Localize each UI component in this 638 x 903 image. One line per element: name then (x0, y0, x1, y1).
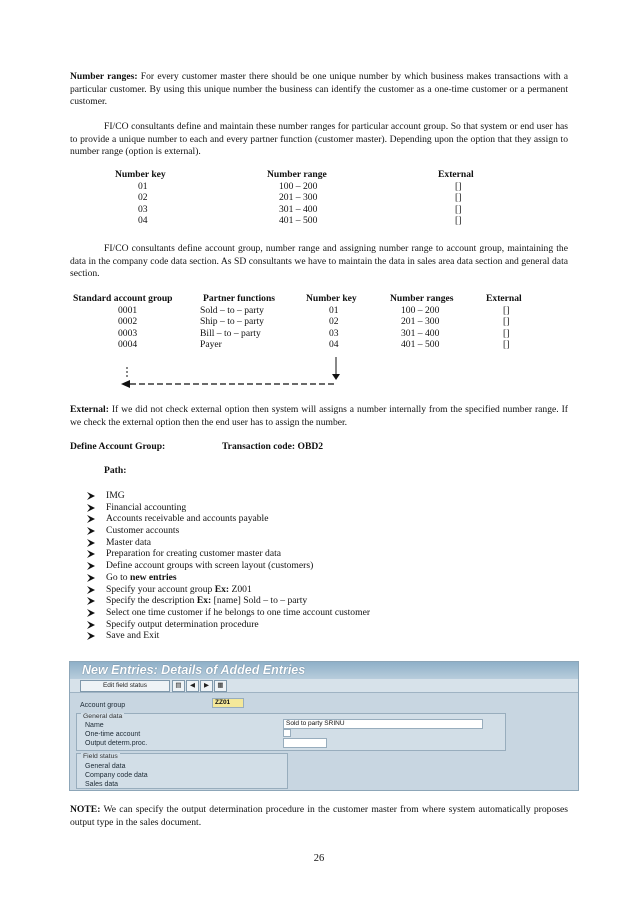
list-item-text: Go to (106, 571, 130, 583)
list-item (86, 502, 370, 514)
arrow-bullet-icon (86, 537, 98, 548)
arrow-bullet-icon (86, 560, 98, 571)
list-item (86, 595, 370, 607)
arrow-bullet-icon (86, 525, 98, 536)
list-item-text: Preparation for creating customer master data (106, 548, 282, 560)
list-item-bold-text: Ex: (214, 583, 230, 595)
general-data-box (76, 713, 506, 751)
cell-group: 0002 (118, 316, 138, 327)
list-item-text: Define account groups with screen layout (customers) (106, 560, 314, 572)
down-arrow-head (332, 374, 340, 380)
cell-group: 0003 (118, 327, 138, 339)
external-heading: External: (70, 404, 109, 415)
list-item (86, 607, 370, 619)
cell-range: 100 – 200 (279, 180, 318, 192)
header-external: External (438, 169, 474, 180)
list-item (86, 537, 370, 549)
field-status-sales-data[interactable]: Sales data (85, 781, 119, 788)
cell-range: 301 – 400 (401, 327, 440, 339)
account-group-label: Account group (80, 702, 126, 709)
transaction-code: Transaction code: OBD2 (222, 441, 324, 452)
cell-external: [] (503, 327, 510, 339)
tcode-line (222, 441, 323, 454)
list-item (86, 572, 370, 584)
arrow-bullet-icon (86, 607, 98, 618)
number-ranges-heading: Number ranges: (70, 71, 138, 82)
table-row (70, 215, 568, 227)
field-status-general-data[interactable]: General data (85, 763, 126, 770)
arrow-bullet-icon (86, 490, 98, 501)
table-header (70, 293, 568, 305)
cell-partner: Sold – to – party (200, 304, 264, 316)
header-standard-account-group: Standard account group (73, 293, 173, 304)
cell-key: 01 (329, 304, 339, 316)
table-icon[interactable]: ▤ (172, 680, 185, 692)
arrow-bullet-icon (86, 548, 98, 559)
list-item-text: Save and Exit (106, 630, 160, 642)
arrow-bullet-icon (86, 619, 98, 630)
general-data-title: General data (83, 713, 123, 720)
cell-partner: Payer (200, 339, 222, 350)
path-line (104, 465, 126, 478)
field-status-box (76, 753, 288, 789)
number-ranges-text: For every customer master there should be one unique number by which business makes transactions with a particular customer. By using this unique number the business can identify the customer as a one-time customer or a permanent customer. (70, 71, 568, 107)
cell-group: 0001 (118, 304, 138, 316)
list-item (86, 619, 370, 631)
cell-external: [] (455, 180, 462, 192)
list-item (86, 560, 370, 572)
list-item-text: IMG (106, 490, 125, 501)
table-row (70, 305, 568, 317)
external-text: If we did not check external option then system will assigns a number internally from the specified number range. If we check the external option then the end user has to assign the number. (70, 404, 568, 428)
sap-window-title: New Entries: Details of Added Entries (70, 662, 578, 679)
table-row (70, 339, 568, 351)
cell-external: [] (455, 215, 462, 226)
cell-external: [] (503, 339, 510, 350)
list-item-text: Accounts receivable and accounts payable (106, 513, 269, 525)
list-item-suffix: [name] Sold – to – party (211, 595, 308, 607)
note-heading: NOTE: (70, 804, 101, 815)
path-list (86, 490, 370, 642)
next-icon[interactable]: ▶ (200, 680, 213, 692)
table-row (70, 204, 568, 216)
cell-key: 02 (329, 316, 339, 327)
cell-external: [] (503, 316, 510, 327)
account-group-paragraph: FI/CO consultants define account group, number range and assigning number range to account group, maintaining the data in the company code data section. As SD consultants we have to maintain the data in sales area data section and general data section. (70, 243, 568, 279)
arrow-bullet-icon (86, 630, 98, 641)
list-item-suffix: Z001 (229, 583, 252, 595)
define-account-group-label: Define Account Group: (70, 441, 166, 452)
list-item-text: Financial accounting (106, 501, 187, 513)
arrow-bullet-icon (86, 513, 98, 524)
sap-screenshot (69, 661, 579, 791)
cell-partner: Ship – to – party (200, 316, 264, 327)
list-item (86, 490, 370, 502)
arrow-bullet-icon (86, 584, 98, 595)
field-status-title: Field status (83, 753, 118, 760)
list-item (86, 513, 370, 525)
previous-icon[interactable]: ◀ (186, 680, 199, 692)
header-number-ranges: Number ranges (390, 293, 454, 304)
cell-range: 201 – 300 (279, 192, 318, 203)
arrow-bullet-icon (86, 572, 98, 583)
output-determ-field[interactable] (283, 738, 327, 748)
sap-toolbar (70, 679, 578, 693)
list-item-text: Customer accounts (106, 525, 180, 537)
cell-key: 03 (329, 327, 339, 339)
table-row (70, 192, 568, 204)
number-range-table (70, 169, 568, 227)
fico-paragraph: FI/CO consultants define and maintain these number ranges for particular account group. So that system or end user has to provide a unique number to each and every partner function (customer master). Depending upon the option that they assign to number range (option is external). (70, 121, 568, 157)
define-account-group-line (70, 441, 165, 454)
list-item (86, 548, 370, 560)
page-number: 26 (313, 853, 325, 864)
one-time-account-label: One-time account (85, 731, 141, 738)
name-field[interactable]: Sold to party SRINU (283, 719, 483, 729)
assignment-arrow-diagram (118, 355, 348, 389)
cell-key: 04 (138, 215, 148, 226)
list-item (86, 630, 370, 642)
cell-range: 100 – 200 (401, 304, 440, 316)
note-paragraph (70, 804, 568, 829)
grid-icon[interactable]: ▦ (214, 680, 227, 692)
list-item-text: Master data (106, 536, 152, 548)
list-item-bold-text: Ex: (196, 595, 212, 607)
left-arrow-head (121, 380, 130, 388)
header-number-key: Number key (115, 169, 166, 180)
table-row (70, 328, 568, 340)
one-time-account-checkbox[interactable] (283, 729, 291, 737)
cell-key: 02 (138, 192, 148, 203)
cell-external: [] (455, 203, 462, 215)
cell-partner: Bill – to – party (200, 327, 261, 339)
field-status-company-code-data[interactable]: Company code data (85, 772, 148, 779)
number-ranges-paragraph (70, 71, 568, 109)
header-partner-functions: Partner functions (203, 293, 276, 304)
name-label: Name (85, 722, 104, 729)
cell-external: [] (503, 304, 510, 316)
list-item (86, 584, 370, 596)
list-item-bold-text: new entries (129, 571, 177, 583)
list-item (86, 525, 370, 537)
cell-range: 401 – 500 (401, 339, 440, 350)
path-label: Path: (104, 465, 127, 476)
account-group-table (70, 293, 568, 351)
cell-range: 201 – 300 (401, 316, 440, 327)
header-number-range: Number range (267, 169, 327, 180)
list-item-text: Select one time customer if he belongs to one time account customer (106, 606, 371, 618)
external-paragraph (70, 404, 568, 429)
header-number-key: Number key (306, 293, 357, 304)
cell-key: 04 (329, 339, 339, 350)
cell-group: 0004 (118, 339, 138, 350)
cell-external: [] (455, 192, 462, 203)
arrow-bullet-icon (86, 595, 98, 606)
cell-key: 03 (138, 203, 148, 215)
account-group-field[interactable]: ZZ01 (212, 698, 244, 708)
list-item-text: Specify output determination procedure (106, 618, 259, 630)
output-determ-label: Output determ.proc. (85, 740, 148, 747)
table-row (70, 181, 568, 193)
arrow-bullet-icon (86, 502, 98, 513)
table-row (70, 316, 568, 328)
header-external: External (486, 293, 522, 304)
edit-field-status-button[interactable]: Edit field status (80, 680, 170, 692)
list-item-text: Specify the description (106, 595, 197, 607)
cell-key: 01 (138, 180, 148, 192)
cell-range: 401 – 500 (279, 215, 318, 226)
cell-range: 301 – 400 (279, 203, 318, 215)
table-header (70, 169, 568, 181)
list-item-text: Specify your account group (106, 583, 215, 595)
note-text: We can specify the output determination procedure in the customer master from where system automatically proposes output type in the sales document. (70, 804, 568, 828)
